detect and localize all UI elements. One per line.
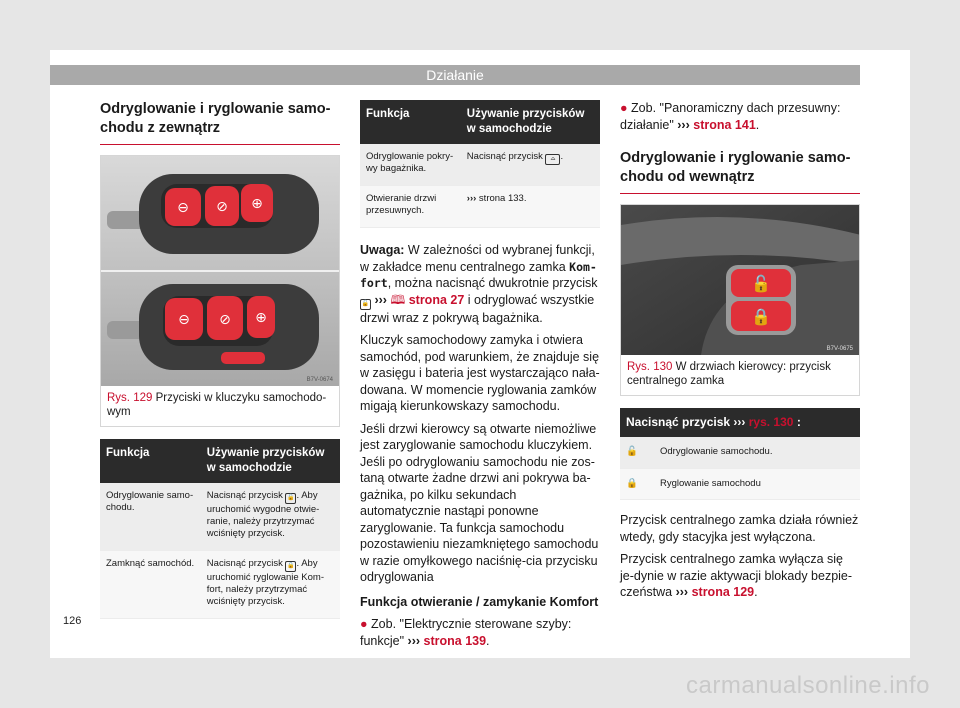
table-cell: Zamknąć samochód. [100,551,201,619]
text: W zależności od wybranej funkcji, w zakładce menu centralnego zamka [360,243,595,274]
table-cell: Odryglowanie samo-chodu. [100,483,201,551]
table-header [620,408,860,437]
paragraph: Przycisk centralnego zamka działa również wtedy, gdy stacyjka jest wyłączona. [620,513,859,544]
section-heading-inside: Odryglowanie i ryglowanie samo-chodu od wewnątrz [620,149,860,194]
door-panel-illustration [621,205,859,355]
caption-text: W drzwiach kierowcy: przycisk centralnego zamka [627,361,831,387]
figure-code: B7V-0675 [826,346,853,352]
table-row [360,186,600,228]
lock-icon: 🔒 [626,477,638,489]
cell-text: Nacisnąć przycisk [206,558,283,569]
table-header: Funkcja [360,100,461,144]
section-heading-outside: Odryglowanie i ryglowanie samo-chodu z zewnątrz [100,100,340,145]
table-cell: Otwieranie drzwi przesuwnych. [360,186,461,228]
paragraph: Jeśli drzwi kierowcy są otwarte niemożliwe jest zaryglowanie samochodu kluczykiem. Jeśli po odryglowaniu samochodu nie zos-taną otwarte żadne drzwi ani pokrywa ba-gażnika, po kilku sekundach automatycznie nastąpi ponowne zaryglowanie. Ta funkcja samochodu pozostawieniu niezamkniętego samochodu w razie omyłkowego naciśnię-cia przycisku odryglowania [360,421,599,584]
function-table-1 [100,439,340,619]
caption-ref: Rys. 129 [107,392,153,404]
section-header-bar: Działanie [50,65,860,85]
table-row [620,437,860,468]
figure-129 [100,155,340,427]
table-cell: Ryglowanie samochodu [654,468,860,500]
note-label: Uwaga: [360,243,405,257]
body-text [360,242,600,649]
caption-ref: Rys. 130 [627,361,673,373]
key-fob-illustration [101,156,339,386]
function-table-2 [360,100,600,228]
bullet-icon: ● [620,101,628,115]
text: Zob. "Elektrycznie sterowane szyby: funkcje" [360,617,572,648]
table-cell [620,437,654,468]
table-row [360,144,600,186]
cell-text: Nacisnąć przycisk [466,151,543,162]
bullet-icon: ● [360,617,368,631]
column-2 [360,100,600,655]
cell-link[interactable]: strona 133. [476,193,527,204]
text: . [486,633,490,648]
text: Zob. "Panoramiczny dach przesuwny: działanie" [620,101,841,132]
unlock-button-icon: 🔓 [360,299,371,310]
ref-arrow: ››› [374,292,387,307]
body-text [620,512,860,601]
unlock-button-icon: 🔓 [285,493,296,504]
ref-arrow: ››› [733,415,746,429]
svg-text:🔒: 🔒 [751,307,771,326]
text: : [796,415,801,429]
table-cell: Odryglowanie samochodu. [654,437,860,468]
page-number: 126 [63,615,82,627]
page-link[interactable]: strona 139 [423,633,487,648]
cell-text: . [560,151,564,162]
svg-text:⊖: ⊖ [177,200,189,216]
svg-text:🔓: 🔓 [751,274,771,293]
lock-button-icon: 🔒 [285,561,296,572]
cell-text: . Aby uruchomić ryglowanie Kom-fort, należy przytrzymać wciśnięty przycisk. [206,558,325,607]
page-link[interactable]: strona 27 [408,292,465,307]
bullet-item [360,616,600,649]
bullet-item [620,100,860,133]
door-button-image [621,205,859,355]
table-cell [620,468,654,500]
press-button-table [620,408,860,500]
ref-arrow: ››› [407,633,421,648]
table-cell [461,186,600,228]
svg-text:⊘: ⊘ [216,199,228,215]
figure-link[interactable]: rys. 130 [748,415,794,429]
table-cell: Odryglowanie pokry-wy bagażnika. [360,144,461,186]
table-cell [461,144,600,186]
key-fob-image [101,156,339,386]
page-link[interactable]: strona 141 [693,117,756,132]
figure-130 [620,204,860,396]
ref-arrow: ››› [675,585,689,600]
text: . [755,117,760,132]
table-row [620,468,860,500]
table-header: Funkcja [100,439,201,483]
svg-text:⊕: ⊕ [251,196,263,212]
trunk-button-icon: ⌓ [545,154,560,165]
table-header: Używanie przycisków w samochodzie [461,100,600,144]
ref-arrow: ››› [677,117,690,132]
manual-icon: 🕮 [390,292,406,307]
text: i odryglować wszystkie drzwi wraz z pokrywą bagażnika. [360,292,595,325]
figure-caption [101,386,339,426]
cell-text: . Aby uruchomić wygodne otwie-ranie, należy przytrzymać wciśnięty przycisk. [206,490,320,539]
text: Nacisnąć przycisk [626,415,731,429]
column-1 [100,100,340,619]
table-row [100,551,340,619]
text: . [754,585,758,600]
paragraph [620,551,860,601]
menu-term: Kom-fort [360,259,597,290]
caption-text: Przyciski w kluczyku samochodo-wym [107,392,327,418]
text: Przycisk centralnego zamka wyłącza się je-dynie w razie aktywacji blokady bezpie-czeństwa [620,552,853,600]
svg-text:⊖: ⊖ [178,312,190,328]
note-paragraph [360,242,600,326]
unlock-icon: 🔓 [626,446,638,457]
svg-text:⊘: ⊘ [219,312,231,328]
table-cell [201,483,340,551]
table-cell [201,551,340,619]
figure-code: B7V-0674 [306,377,333,383]
column-3 [620,100,860,607]
figure-caption [621,355,859,395]
watermark: carmanualsonline.info [686,672,930,699]
svg-text:⊕: ⊕ [255,310,267,326]
text: , można nacisnąć dwukrotnie przycisk [387,276,598,290]
table-header: Używanie przycisków w samochodzie [201,439,340,483]
table-row [100,483,340,551]
page-link[interactable]: strona 129 [691,585,755,600]
ref-arrow: ››› [466,193,477,204]
subheading: Funkcja otwieranie / zamykanie Komfort [360,594,599,609]
paragraph: Kluczyk samochodowy zamyka i otwiera samochód, pod warunkiem, że znajduje się w zasięgu i bateria jest wystarczająco nała-dowana. W momencie ryglowania zamków migają kierunkowskazy samochodu. [360,333,600,413]
cell-text: Nacisnąć przycisk [206,490,283,501]
